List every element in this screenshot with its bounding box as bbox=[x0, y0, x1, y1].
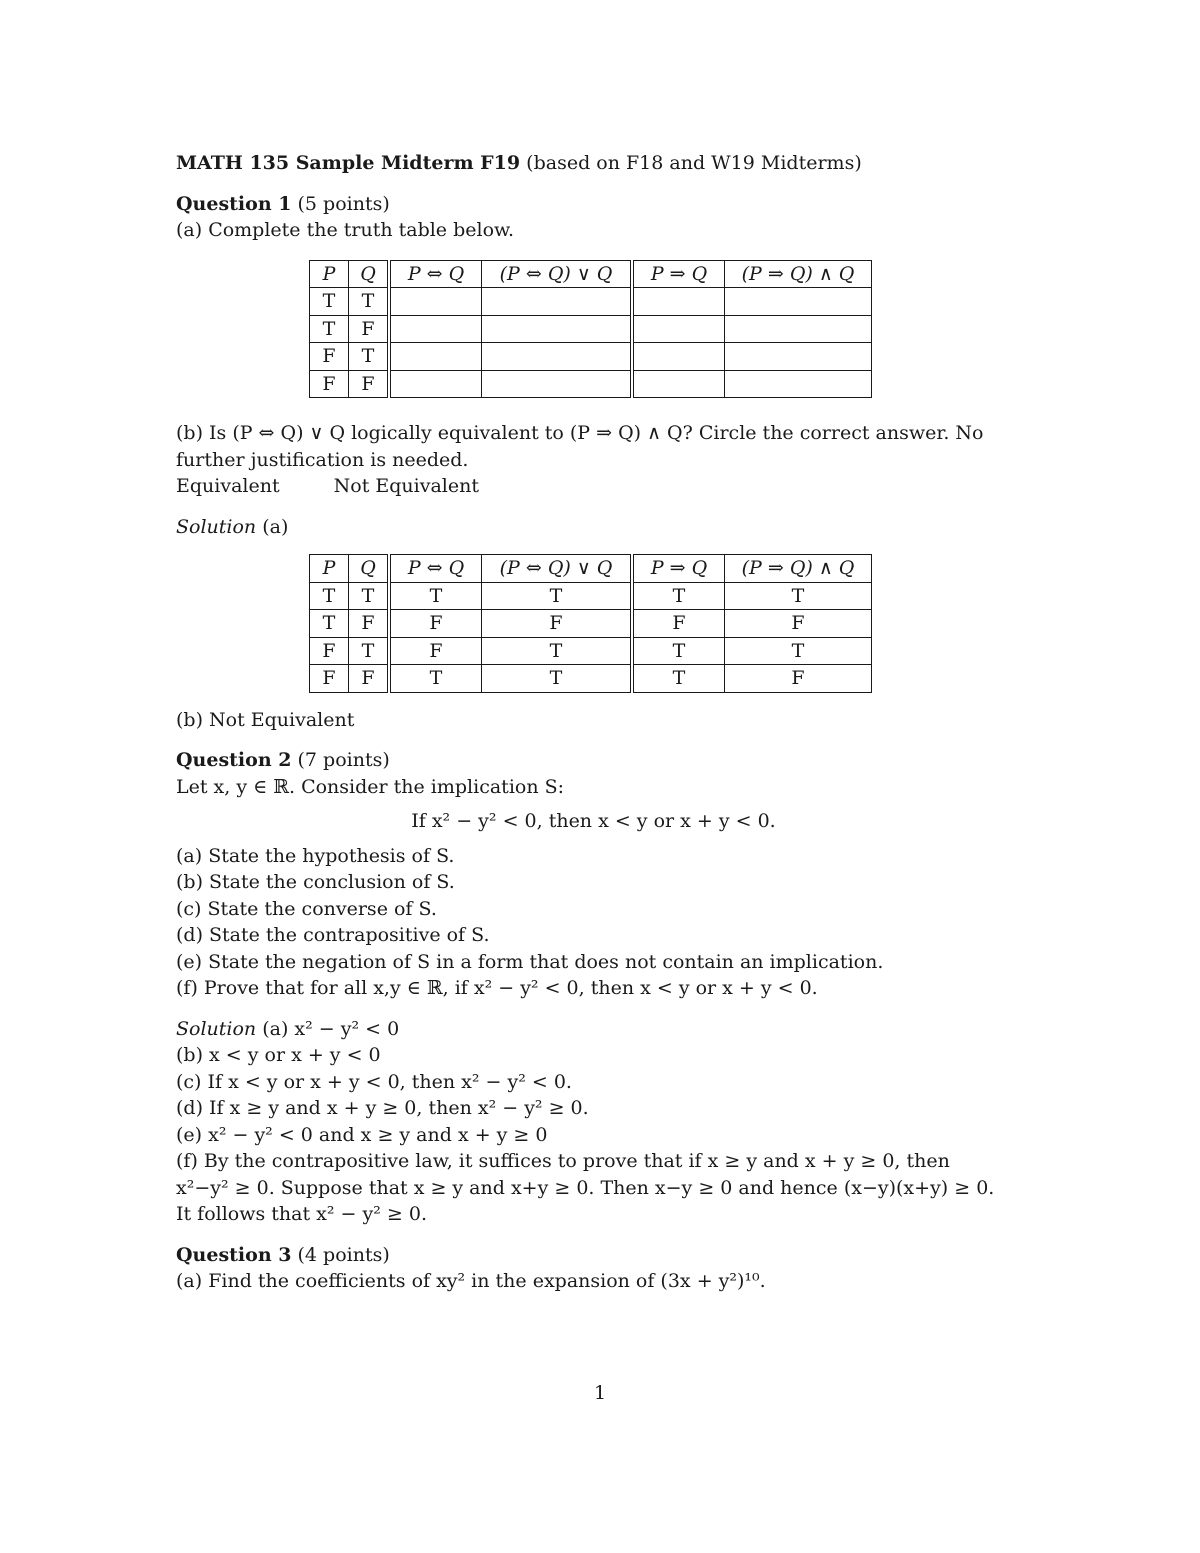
q1-choices bbox=[176, 473, 1011, 500]
blank-cell[interactable] bbox=[632, 343, 725, 371]
q2-part: (a) State the hypothesis of S. bbox=[176, 844, 455, 867]
title-bold: MATH 135 Sample Midterm F19 bbox=[176, 152, 521, 174]
q2-solution: x²−y² ≥ 0. Suppose that x ≥ y and x+y ≥ 0. Then x−y ≥ 0 and hence (x−y)(x+y) ≥ 0. bbox=[176, 1176, 995, 1199]
blank-cell[interactable] bbox=[482, 370, 633, 398]
q2-statement: If x² − y² < 0, then x < y or x + y < 0. bbox=[411, 810, 776, 832]
q1-solution-b: (b) Not Equivalent bbox=[176, 708, 355, 731]
q3-heading: Question 3 (4 points) bbox=[176, 1243, 390, 1266]
title-subtitle: (based on F18 and W19 Midterms) bbox=[526, 152, 862, 174]
q1-part-a: (a) Complete the truth table below. bbox=[176, 219, 515, 241]
blank-cell[interactable] bbox=[482, 288, 633, 316]
table-row: F T F T T T bbox=[310, 637, 872, 665]
blank-cell[interactable] bbox=[482, 315, 633, 343]
q2-solution: (b) x < y or x + y < 0 bbox=[176, 1044, 381, 1066]
blank-cell[interactable] bbox=[725, 370, 872, 398]
blank-cell[interactable] bbox=[725, 288, 872, 316]
q2-intro: Let x, y ∈ ℝ. Consider the implication S: bbox=[176, 775, 565, 798]
blank-cell[interactable] bbox=[725, 315, 872, 343]
q2-part: (b) State the conclusion of S. bbox=[176, 871, 455, 893]
blank-cell[interactable] bbox=[389, 343, 482, 371]
choice-equivalent[interactable]: Equivalent bbox=[176, 475, 280, 497]
choice-not-equivalent[interactable]: Not Equivalent bbox=[333, 475, 479, 497]
q1-part-b: (b) Is (P ⇔ Q) ∨ Q logically equivalent to (P ⇒ Q) ∧ Q? Circle the correct answer. No further justification is needed. bbox=[176, 422, 984, 471]
q1-solution-label: Solution (a) bbox=[176, 515, 289, 538]
q2-heading: Question 2 (7 points) bbox=[176, 749, 390, 771]
q3-part-a: (a) Find the coefficients of xy² in the expansion of (3x + y²)¹⁰. bbox=[176, 1270, 766, 1292]
blank-cell[interactable] bbox=[725, 343, 872, 371]
blank-cell[interactable] bbox=[389, 288, 482, 316]
q2-solution: (f) By the contrapositive law, it suffices to prove that if x ≥ y and x + y ≥ 0, then bbox=[176, 1150, 950, 1172]
q2-part: (e) State the negation of S in a form that does not contain an implication. bbox=[176, 950, 884, 973]
blank-cell[interactable] bbox=[632, 370, 725, 398]
document-title bbox=[176, 150, 1011, 177]
page-number: 1 bbox=[593, 1382, 607, 1404]
q2-solution-label: Solution bbox=[176, 1017, 257, 1040]
blank-cell[interactable] bbox=[632, 288, 725, 316]
blank-cell[interactable] bbox=[482, 343, 633, 371]
q2-solutions bbox=[176, 1016, 1011, 1228]
q2-parts bbox=[176, 843, 1011, 1002]
q2-solution: (d) If x ≥ y and x + y ≥ 0, then x² − y² ≥ 0. bbox=[176, 1097, 589, 1119]
table-row: F F T T T F bbox=[310, 665, 872, 693]
table-row: T T bbox=[310, 288, 872, 316]
blank-cell[interactable] bbox=[632, 315, 725, 343]
q1-solution-truth-table bbox=[309, 554, 872, 693]
q2-part: (d) State the contrapositive of S. bbox=[176, 924, 490, 946]
blank-cell[interactable] bbox=[389, 315, 482, 343]
table-row: F T bbox=[310, 343, 872, 371]
q2-solution: (e) x² − y² < 0 and x ≥ y and x + y ≥ 0 bbox=[176, 1123, 548, 1146]
q1-heading: Question 1 (5 points) bbox=[176, 192, 390, 215]
document-page bbox=[176, 150, 1011, 1295]
blank-cell[interactable] bbox=[389, 370, 482, 398]
q2-solution-a: (a) x² − y² < 0 bbox=[262, 1017, 400, 1040]
q2-part: (c) State the converse of S. bbox=[176, 897, 437, 920]
table-header-row: P Q P ⇔ Q (P ⇔ Q) ∨ Q P ⇒ Q (P ⇒ Q) ∧ Q bbox=[310, 260, 872, 288]
table-row: T F bbox=[310, 315, 872, 343]
q2-solution: (c) If x < y or x + y < 0, then x² − y² < 0. bbox=[176, 1070, 572, 1093]
q1-blank-truth-table bbox=[309, 260, 872, 399]
q2-part: (f) Prove that for all x,y ∈ ℝ, if x² − y² < 0, then x < y or x + y < 0. bbox=[176, 977, 818, 999]
table-row: F F bbox=[310, 370, 872, 398]
table-row: T F F F F F bbox=[310, 610, 872, 638]
q2-solution: It follows that x² − y² ≥ 0. bbox=[176, 1203, 427, 1225]
table-row: T T T T T T bbox=[310, 582, 872, 610]
table-header-row: P Q P ⇔ Q (P ⇔ Q) ∨ Q P ⇒ Q (P ⇒ Q) ∧ Q bbox=[310, 555, 872, 583]
